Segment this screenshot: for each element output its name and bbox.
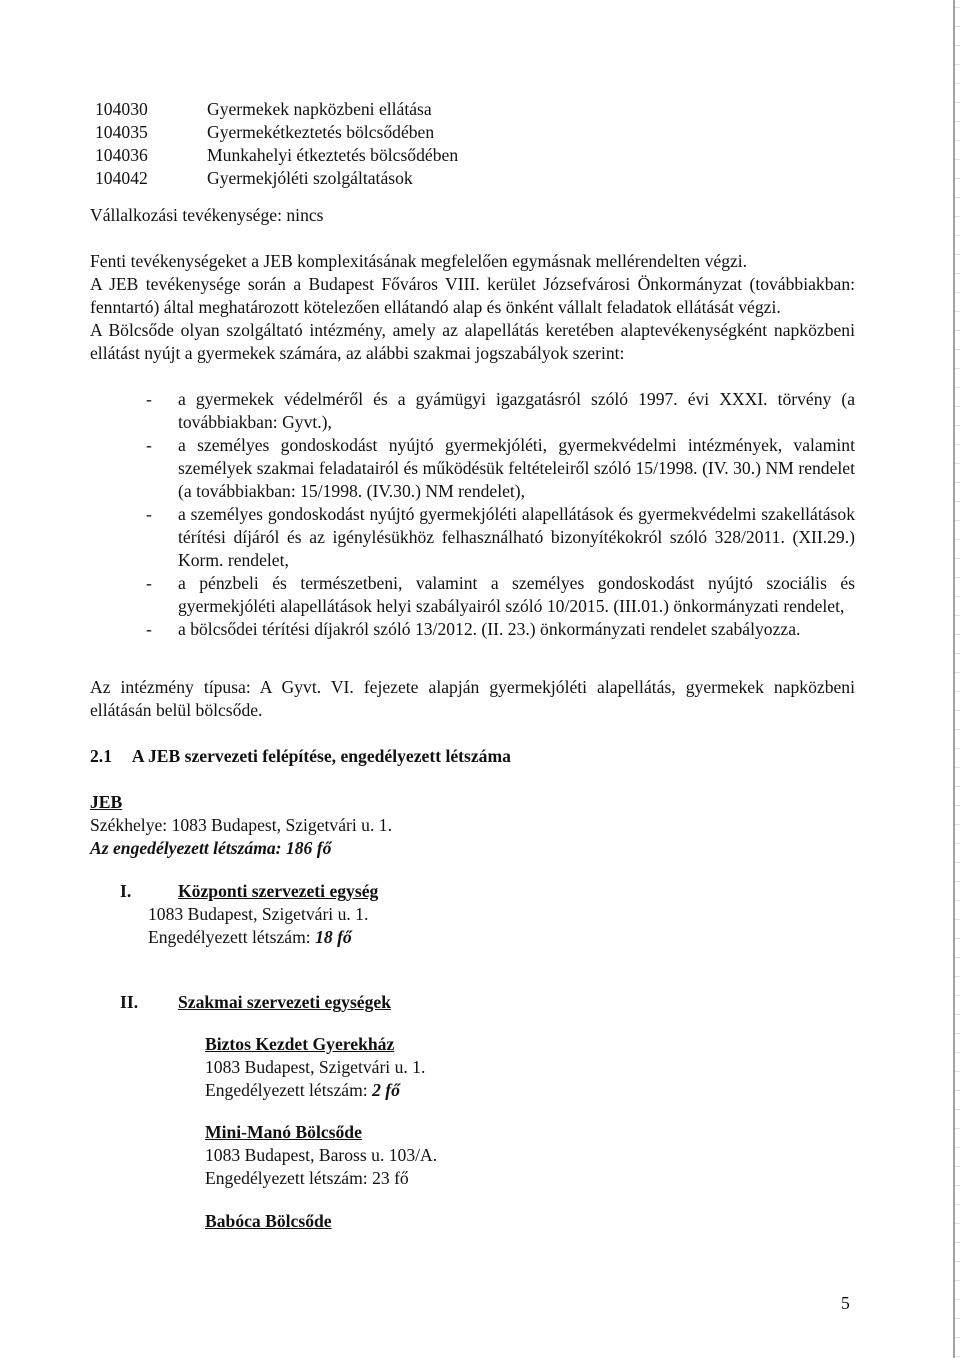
activity-code-list [95, 98, 458, 190]
scan-edge-line [953, 0, 955, 1358]
unit1-roman: I. [120, 881, 132, 901]
subunit-headcount [205, 1079, 400, 1102]
headcount-label: Engedélyezett létszám: [205, 1080, 368, 1100]
activity-label: Gyermekétkeztetés bölcsődében [207, 122, 435, 142]
law-list-item [90, 618, 855, 641]
subunit-name: Babóca Bölcsőde [205, 1211, 332, 1231]
list-dash: - [146, 389, 152, 409]
headcount-value: 18 fő [315, 927, 352, 947]
subunit-name: Mini-Manó Bölcsőde [205, 1122, 362, 1142]
activity-code: 104042 [95, 168, 148, 188]
list-dash: - [146, 573, 152, 593]
headcount-label: Engedélyezett létszám: [205, 1168, 368, 1188]
law-list [90, 388, 855, 641]
activity-label: Munkahelyi étkeztetés bölcsődében [207, 145, 459, 165]
headcount-value: 2 fő [372, 1080, 400, 1100]
law-list-item [90, 388, 855, 434]
subunit-address: 1083 Budapest, Szigetvári u. 1. [205, 1057, 426, 1077]
subunit-address: 1083 Budapest, Baross u. 103/A. [205, 1145, 438, 1165]
law-text: a személyes gondoskodást nyújtó gyermekjóléti alapellátások és gyermekvédelmi szakellátások térítési díjáról és az igénylésükhöz felhasználható bizonyítékokról szóló 328/2011. (XII.29.) Korm. rendelet, [178, 504, 855, 570]
law-text: a gyermekek védelméről és a gyámügyi igazgatásról szóló 1997. évi XXXI. törvény (a továbbiakban: Gyvt.), [178, 389, 855, 432]
jeb-seat: Székhelye: 1083 Budapest, Szigetvári u. 1. [90, 815, 392, 835]
paragraph-complexity: Fenti tevékenységeket a JEB komplexitásának megfelelően egymásnak mellérendelten végzi. [90, 251, 748, 271]
activity-label: Gyermekek napközbeni ellátása [207, 99, 432, 119]
section-heading [90, 745, 511, 768]
activity-code-row [95, 121, 458, 144]
law-list-item [90, 434, 855, 503]
law-text: a bölcsődei térítési díjakról szóló 13/2012. (II. 23.) önkormányzati rendelet szabályozza. [178, 619, 801, 639]
section-title: A JEB szervezeti felépítése, engedélyezett létszáma [131, 746, 511, 766]
unit1-address: 1083 Budapest, Szigetvári u. 1. [148, 904, 369, 924]
page-number: 5 [841, 1293, 850, 1313]
unit1-headcount [148, 926, 352, 949]
subunit-name: Biztos Kezdet Gyerekház [205, 1034, 395, 1054]
section-number: 2.1 [90, 746, 112, 766]
activity-code: 104036 [95, 145, 148, 165]
activity-label: Gyermekjóléti szolgáltatások [207, 168, 413, 188]
list-dash: - [146, 435, 152, 455]
unit2-roman: II. [120, 992, 139, 1012]
law-list-item [90, 503, 855, 572]
main-paragraphs [90, 250, 855, 365]
unit1-title: Központi szervezeti egység [178, 881, 379, 901]
institution-type: Az intézmény típusa: A Gyvt. VI. fejezete alapján gyermekjóléti alapellátás, gyermekek napközbeni ellátásán belül bölcsőde. [90, 677, 855, 720]
activity-code-row [95, 98, 458, 121]
law-text: a személyes gondoskodást nyújtó gyermekjóléti, gyermekvédelmi intézmények, valamint személyek szakmai feladatairól és működésük feltételeiről szóló 15/1998. (IV. 30.) NM rendelet (a továbbiakban: 15/1998. (IV.30.) NM rendelet), [178, 435, 855, 501]
list-dash: - [146, 504, 152, 524]
subunit-headcount [205, 1167, 409, 1190]
activity-code-row [95, 144, 458, 167]
jeb-heading: JEB [90, 792, 123, 812]
law-text: a pénzbeli és természetbeni, valamint a személyes gondoskodást nyújtó szociális és gyermekjóléti alapellátások helyi szabályairól szóló 10/2015. (III.01.) önkormányzati rendelet, [178, 573, 855, 616]
paragraph-responsibilities: A JEB tevékenysége során a Budapest Főváros VIII. kerület Józsefvárosi Önkormányzat (továbbiakban: fenntartó) által meghatározott kötelezően ellátandó alap és önként vállalt feladatok ellátását végzi. [90, 274, 855, 317]
list-dash: - [146, 619, 152, 639]
paragraph-nursery: A Bölcsőde olyan szolgáltató intézmény, amely az alapellátás keretében alaptevékenységként napközbeni ellátást nyújt a gyermekek számára, az alábbi szakmai jogszabályok szerint: [90, 320, 855, 363]
scan-edge-noise [955, 0, 960, 1358]
business-activity: Vállalkozási tevékenysége: nincs [90, 205, 324, 225]
jeb-headcount: Az engedélyezett létszáma: 186 fő [90, 838, 332, 858]
activity-code: 104035 [95, 122, 148, 142]
headcount-value: 23 fő [372, 1168, 409, 1188]
activity-code: 104030 [95, 99, 148, 119]
law-list-item [90, 572, 855, 618]
headcount-label: Engedélyezett létszám: [148, 927, 311, 947]
activity-code-row [95, 167, 458, 190]
unit2-title: Szakmai szervezeti egységek [178, 992, 392, 1012]
